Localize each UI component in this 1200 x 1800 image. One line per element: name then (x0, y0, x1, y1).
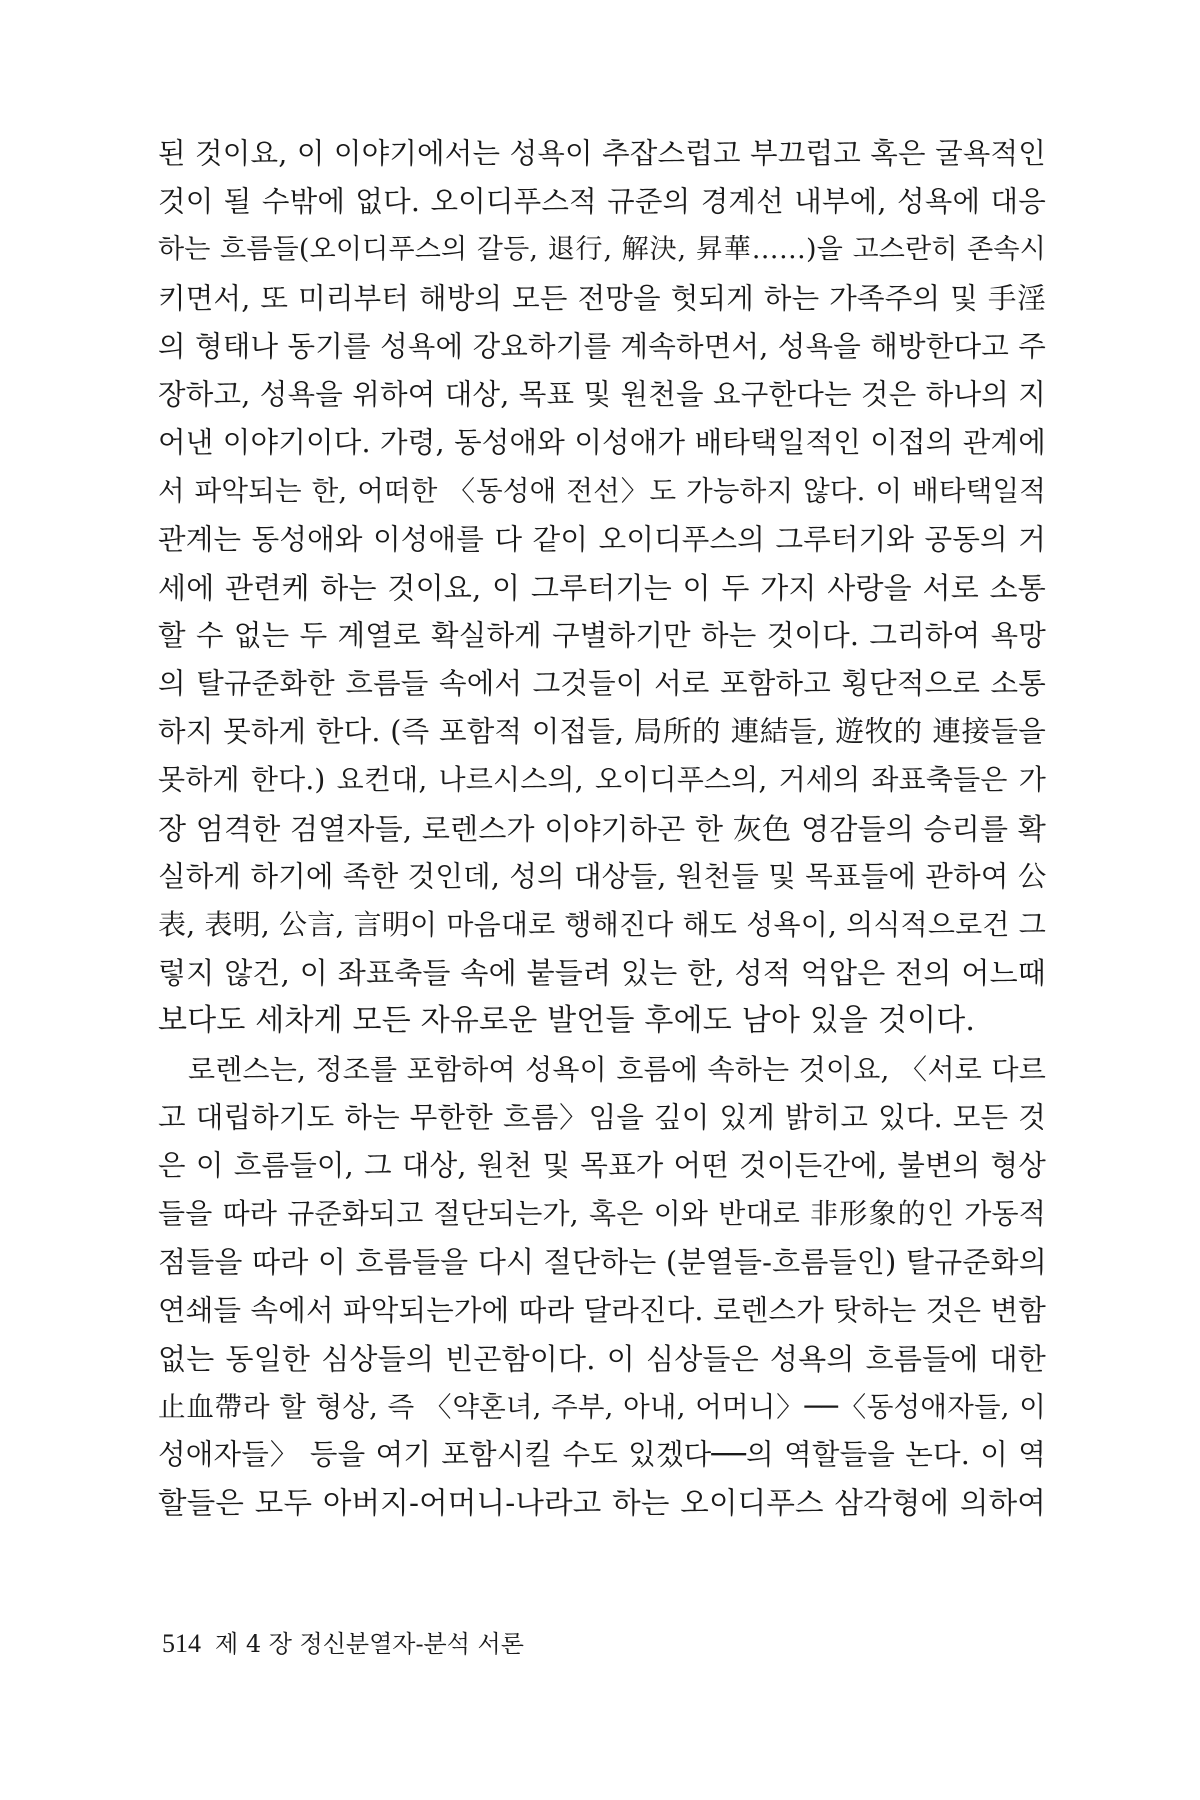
body-text (158, 130, 1046, 1527)
chapter-title: 제 4 장 정신분열자-분석 서론 (215, 1630, 524, 1658)
text-line: 장하고, 성욕을 위하여 대상, 목표 및 원천을 요구한다는 것은 하나의 지 (158, 377, 1046, 411)
text-line: 止血帶라 할 형상, 즉 〈약혼녀, 주부, 아내, 어머니〉──〈동성애자들, 이 (158, 1390, 1046, 1423)
text-line: 하는 흐름들(오이디푸스의 갈등, 退行, 解決, 昇華……)을 고스란히 존속시 (158, 234, 1046, 266)
text-line: 관계는 동성애와 이성애를 다 같이 오이디푸스의 그루터기와 공동의 거 (158, 522, 1046, 556)
text-line: 할 수 없는 두 계열로 확실하게 구별하기만 하는 것이다. 그리하여 욕망 (158, 618, 1046, 652)
text-line: 表, 表明, 公言, 言明이 마음대로 행해진다 해도 성욕이, 의식적으로건 그 (158, 908, 1046, 941)
text-line: 렇지 않건, 이 좌표축들 속에 붙들려 있는 한, 성적 억압은 전의 어느때 (158, 956, 1046, 991)
text-line: 은 이 흐름들이, 그 대상, 원천 및 목표가 어떤 것이든간에, 불변의 형상 (158, 1148, 1046, 1182)
text-line: 하지 못하게 한다. (즉 포함적 이접들, 局所的 連結들, 遊牧的 連接들을 (158, 715, 1046, 749)
text-line: 된 것이요, 이 이야기에서는 성욕이 추잡스럽고 부끄럽고 혹은 굴욕적인 (158, 137, 1046, 170)
text-line: 연쇄들 속에서 파악되는가에 따라 달라진다. 로렌스가 탓하는 것은 변함 (158, 1293, 1046, 1327)
text-line: 것이 될 수밖에 없다. 오이디푸스적 규준의 경계선 내부에, 성욕에 대응 (158, 185, 1046, 219)
text-line: 고 대립하기도 하는 무한한 흐름〉임을 깊이 있게 밝히고 있다. 모든 것 (158, 1100, 1046, 1134)
text-line: 장 엄격한 검열자들, 로렌스가 이야기하곤 한 灰色 영감들의 승리를 확 (158, 811, 1046, 846)
text-line: 의 형태나 동기를 성욕에 강요하기를 계속하면서, 성욕을 해방한다고 주 (158, 329, 1046, 363)
text-line: 성애자들〉 등을 여기 포함시킬 수도 있겠다──의 역할들을 논다. 이 역 (158, 1438, 1046, 1472)
text-line: 못하게 한다.) 요컨대, 나르시스의, 오이디푸스의, 거세의 좌표축들은 가 (158, 763, 1046, 797)
text-line: 없는 동일한 심상들의 빈곤함이다. 이 심상들은 성욕의 흐름들에 대한 (158, 1341, 1046, 1376)
text-line: 들을 따라 규준화되고 절단되는가, 혹은 이와 반대로 非形象的인 가동적 (158, 1197, 1046, 1231)
text-line: 점들을 따라 이 흐름들을 다시 절단하는 (분열들-흐름들인) 탈규준화의 (158, 1245, 1047, 1280)
text-line: 어낸 이야기이다. 가령, 동성애와 이성애가 배타택일적인 이접의 관계에 (158, 426, 1046, 460)
text-line: 서 파악되는 한, 어떠한 〈동성애 전선〉도 가능하지 않다. 이 배타택일적 (158, 475, 1046, 508)
text-line: 의 탈규준화한 흐름들 속에서 그것들이 서로 포함하고 횡단적으로 소통 (158, 667, 1046, 701)
text-line: 로렌스는, 정조를 포함하여 성욕이 흐름에 속하는 것이요, 〈서로 다르 (188, 1052, 1046, 1086)
text-line: 보다도 세차게 모든 자유로운 발언들 후에도 남아 있을 것이다. (158, 1003, 976, 1039)
text-line: 실하게 하기에 족한 것인데, 성의 대상들, 원천들 및 목표들에 관하여 公 (158, 859, 1047, 893)
page-footer (162, 1629, 524, 1659)
text-line: 키면서, 또 미리부터 해방의 모든 전망을 헛되게 하는 가족주의 및 手淫 (158, 281, 1046, 315)
text-line: 할들은 모두 아버지-어머니-나라고 하는 오이디푸스 삼각형에 의하여 (158, 1486, 1046, 1521)
page-number: 514 (162, 1629, 201, 1658)
text-line: 세에 관련케 하는 것이요, 이 그루터기는 이 두 가지 사랑을 서로 소통 (158, 570, 1046, 605)
